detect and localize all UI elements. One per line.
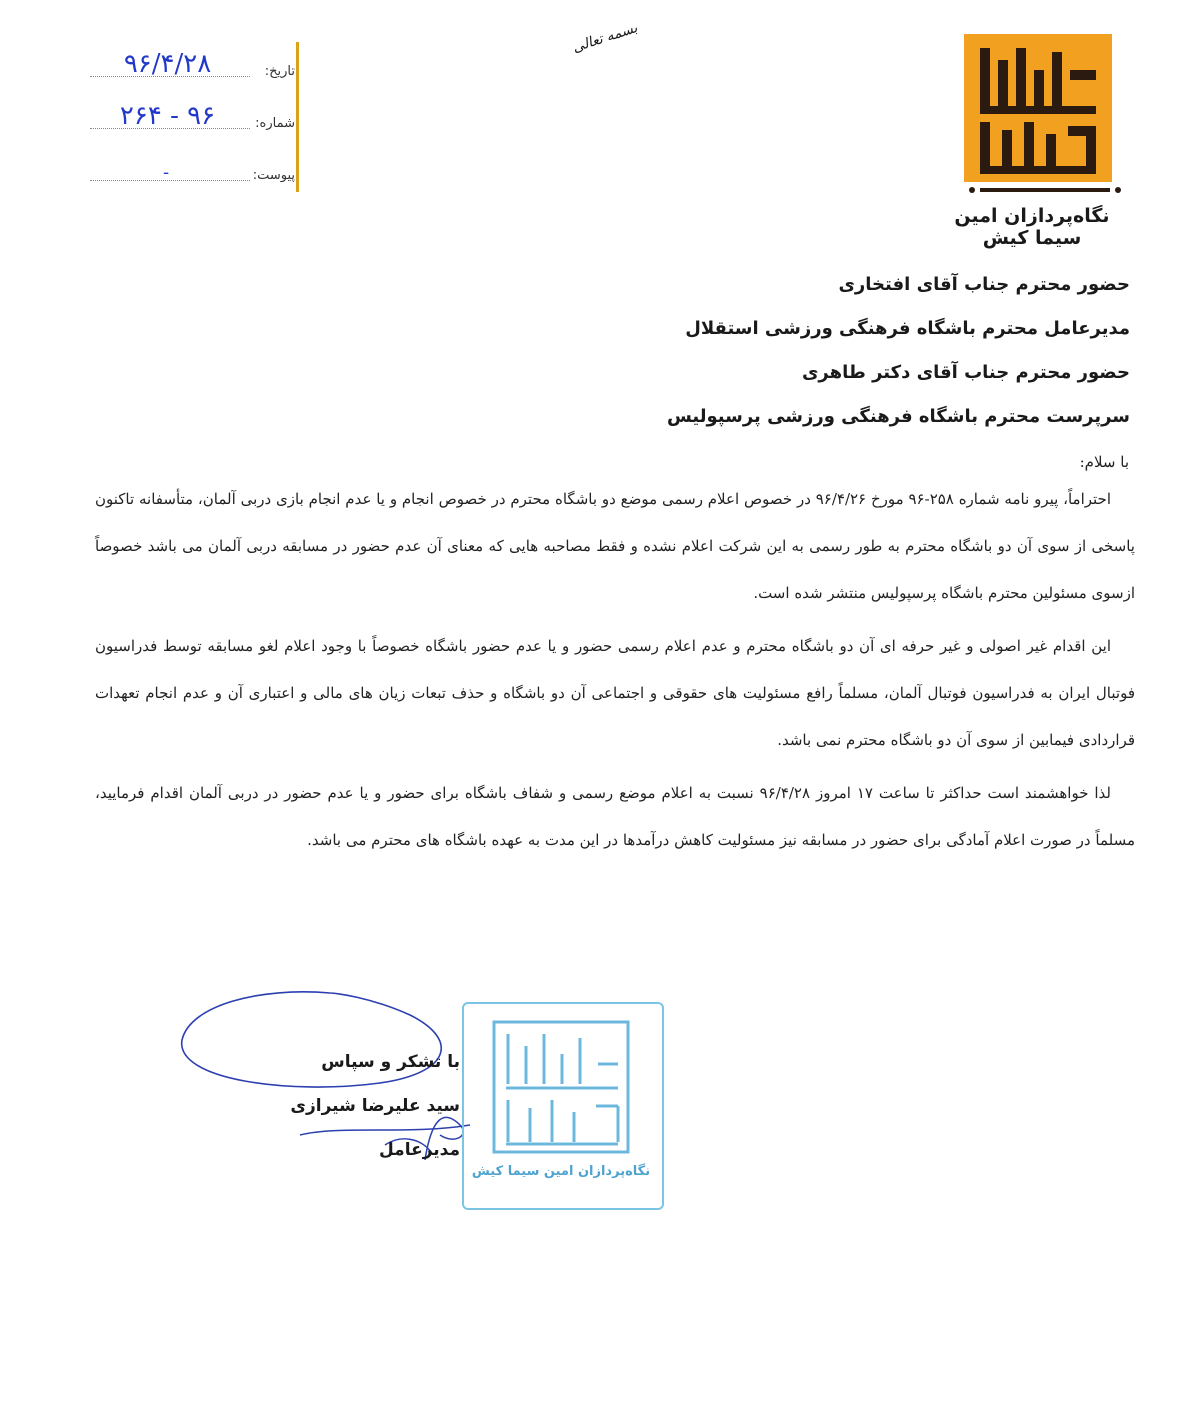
body-paragraph: احتراماً، پیرو نامه شماره ۲۵۸-۹۶ مورخ ۹۶/۴/۲۶ در خصوص اعلام رسمی موضع دو باشگاه محترم در خصوص انجام و یا عدم انجام بازی دربی آلمان، متأسفانه تاکنون پاسخی از سوی آن دو باشگاه محترم به طور رسمی به این شرکت اعلام نشده و فقط مصاحبه هایی که معنای آن عدم حضور در مسابقه دربی آلمان می باشد خصوصاً ازسوی مسئولین محترم باشگاه پرسپولیس منتشر شده است. bbox=[95, 490, 1135, 602]
body-paragraph: این اقدام غیر اصولی و غیر حرفه ای آن دو باشگاه محترم و عدم اعلام رسمی حضور و یا عدم حضور باشگاه خصوصاً با وجود اعلام لغو مسابقه توسط فدراسیون فوتبال ایران به فدراسیون فوتبال آلمان، مسلماً رافع مسئولیت های حقوقی و اجتماعی آن دو باشگاه و حذف تبعات زیان های مالی و اعتباری آن و عدم انجام تعهدات قراردادی فیمابین از سوی آن دو باشگاه محترم نمی باشد. bbox=[95, 637, 1135, 749]
date-label: تاریخ: bbox=[264, 64, 295, 79]
number-field bbox=[80, 92, 295, 137]
letter-body bbox=[95, 448, 1135, 870]
basmala: بسمه تعالی bbox=[570, 19, 640, 57]
amin-sima-logo-icon bbox=[932, 30, 1142, 205]
date-field bbox=[80, 40, 295, 85]
attachment-field bbox=[80, 144, 295, 189]
header-divider bbox=[296, 42, 299, 192]
attachment-label: پیوست: bbox=[252, 168, 295, 183]
stamp-logo-icon bbox=[486, 1014, 636, 1164]
signatory-name: سید علیرضا شیرازی bbox=[290, 1096, 460, 1116]
signatory-title: مدیرعامل bbox=[379, 1140, 460, 1160]
closing-text: با تشکر و سپاس bbox=[321, 1052, 460, 1072]
number-label: شماره: bbox=[255, 116, 295, 131]
recipient-line: مدیرعامل محترم باشگاه فرهنگی ورزشی استقلال bbox=[685, 318, 1130, 339]
number-value: ۹۶ - ۲۶۴ bbox=[119, 101, 216, 131]
stamp-caption: نگاه‌پردازان امین سیما کیش bbox=[471, 1164, 651, 1179]
recipients-block bbox=[560, 268, 1130, 444]
recipient-line: حضور محترم جناب آقای افتخاری bbox=[838, 274, 1130, 295]
attachment-value: - bbox=[162, 162, 173, 183]
date-value: ۹۶/۴/۲۸ bbox=[123, 49, 212, 79]
recipient-line: سرپرست محترم باشگاه فرهنگی ورزشی پرسپولیس bbox=[666, 406, 1130, 427]
body-paragraph: لذا خواهشمند است حداکثر تا ساعت ۱۷ امروز ۹۶/۴/۲۸ نسبت به اعلام موضع رسمی و شفاف باشگاه برای حضور و یا عدم حضور در دربی آلمان اقدام فرمایید، مسلماً در صورت اعلام آمادگی برای حضور در مسابقه نیز مسئولیت کاهش درآمدها در این مدت به عهده باشگاه های محترم می باشد. bbox=[95, 784, 1135, 849]
signature-block bbox=[245, 1040, 460, 1172]
recipient-line: حضور محترم جناب آقای دکتر طاهری bbox=[801, 362, 1130, 383]
salutation: با سلام: bbox=[1079, 453, 1129, 471]
header-fields bbox=[80, 40, 305, 190]
company-name: نگاه‌پردازان امین سیما کیش bbox=[954, 205, 1110, 249]
